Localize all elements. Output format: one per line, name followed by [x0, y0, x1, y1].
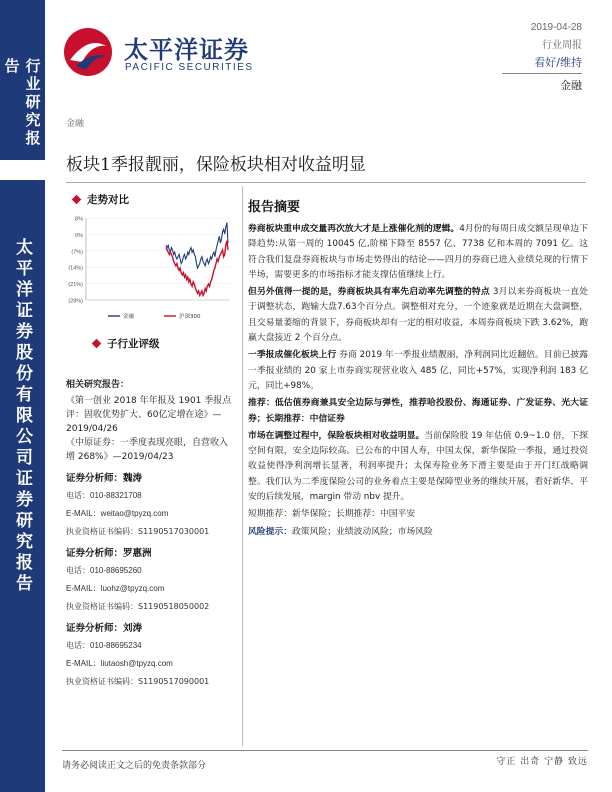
risk-label: 风险提示： [248, 526, 292, 537]
diamond-bullet-icon [92, 339, 102, 349]
meta-divider [502, 73, 582, 74]
abstract-paragraph [248, 285, 588, 346]
abstract-recommendation: 推荐：低估值券商兼具安全边际与弹性，推荐哈投股份、海通证券、广发证券、光大证券；长期推荐：中信证券 [248, 398, 588, 424]
abstract-paragraph [248, 507, 588, 522]
logo-english-name: PACIFIC SECURITIES [125, 62, 254, 73]
chart-y-tick-label: (21%) [68, 282, 83, 289]
abstract-emphasis: 市场在调整过程中，保险板块相对收益明显。 [248, 430, 425, 441]
chart-y-tick-label: (14%) [68, 265, 83, 272]
company-logo [62, 26, 262, 80]
logo-emblem-icon [62, 26, 114, 78]
chart-y-tick-label: 8% [75, 216, 83, 223]
abstract-text: 券商 2019 年一季报业绩靓丽，净利润同比近翻倍。目前已披露一季报业绩的 20 家上市券商实现营业收入 485 亿，同比+57%，实现净利润 183 亿元，同比+98%。 [248, 350, 588, 391]
abstract-body [248, 222, 588, 542]
abstract-emphasis: 券商板块重申成交量再次放大才是上涨催化剂的逻辑。 [248, 224, 460, 234]
analyst-email[interactable]: E-MAIL：liutaosh@tpyzq.com [66, 659, 173, 668]
sub-rating-heading [92, 336, 160, 351]
analyst-email[interactable]: E-MAIL：weitao@tpyzq.com [66, 509, 169, 518]
sidebar-company-block [0, 180, 45, 792]
chart-y-tick-label: 0% [75, 232, 83, 239]
analyst-name: 证券分析师：魏涛 [66, 473, 143, 484]
analyst-card [66, 620, 241, 687]
abstract-text: 短期推荐：新华保险；长期推荐：中国平安 [248, 509, 416, 520]
analyst-phone: 电话：010-88695260 [66, 566, 142, 575]
sidebar-category-block [0, 0, 45, 160]
trend-chart [62, 208, 238, 330]
analyst-phone: 电话：010-88321708 [66, 491, 142, 500]
report-date: 2019-04-28 [530, 22, 582, 33]
analyst-card [66, 545, 241, 612]
sidebar-company-text: 太平洋证券股份有限公司证券研究报告 [12, 238, 32, 595]
left-sidebar [0, 0, 45, 792]
analyst-name: 证券分析师：刘涛 [66, 623, 143, 634]
analyst-card [66, 470, 241, 537]
report-sector: 金融 [560, 79, 582, 92]
analyst-name: 证券分析师：罗惠洲 [66, 548, 152, 559]
industry-rating: 看好/维持 [534, 56, 582, 69]
analyst-list [66, 470, 241, 695]
footer-divider [62, 750, 588, 751]
chart-legend-label: 沪深300 [179, 314, 201, 320]
related-reports [66, 378, 236, 464]
analyst-cert: 执业资格证书编码：S1190518050002 [66, 602, 210, 611]
sector-label: 金融 [66, 119, 85, 129]
sidebar-category-text: 行业研究报告 [2, 58, 42, 148]
related-report-item[interactable]: 《第一创业 2018 年年报及 1901 季报点评：固收优势扩大、60亿定增在途》—2019/04/26 [66, 396, 232, 434]
abstract-emphasis: 但另外值得一提的是，券商板块具有率先启动率先调整的特点 [248, 287, 490, 298]
risk-text: 政策风险；业绩波动风险；市场风险 [292, 526, 433, 537]
abstract-text: 当前保险股 19 年估值 0.9~1.0 倍，下探空间有限，安全边际较高。已公布的中国人寿，中国太保，新华保险一季报，通过投资收益使得净利润增长显著，利润率提升；太保寿险业务下滑主要是由于开门红战略调整。我们认为二季度保险公司的业务着点主要是保障型业务的继续开展，看好新华、平安的后续发展，margin 带动 nbv 提升。 [248, 430, 588, 503]
logo-chinese-name: 太平洋证券 [124, 36, 249, 64]
diamond-bullet-icon [72, 195, 82, 205]
footer-disclaimer: 请务必阅读正文之后的免责条款部分 [62, 761, 207, 771]
analyst-email[interactable]: E-MAIL：luohz@tpyzq.com [66, 584, 165, 593]
chart-y-tick-label: (28%) [68, 298, 83, 305]
related-report-item[interactable]: 《中原证券：一季度表现亮眼，自营收入增 268%》—2019/04/23 [66, 438, 229, 462]
related-reports-heading: 相关研究报告： [66, 380, 130, 390]
abstract-heading: 报告摘要 [248, 200, 301, 215]
analyst-phone: 电话：010-88695234 [66, 641, 142, 650]
column-divider [242, 186, 243, 746]
chart-legend-label: 金融 [123, 314, 135, 320]
trend-heading [72, 192, 129, 207]
report-type: 行业周报 [542, 40, 582, 51]
abstract-paragraph [248, 222, 588, 283]
abstract-paragraph [248, 396, 588, 427]
abstract-paragraph [248, 348, 588, 394]
abstract-text: 3月以来券商板块一直处于调整状态，跑输大盘7.63个百分点。调整相对充分，一个迹象就是近期在大盘调整，且交易量萎缩的背景下，券商板块却有一定的相对收益，本周券商板块下跌 3.62%，跑赢大盘接近 2 个百分点。 [248, 287, 588, 344]
analyst-cert: 执业资格证书编码：S1190517090001 [66, 677, 210, 686]
title-divider [66, 182, 586, 183]
trend-heading-text: 走势对比 [87, 194, 129, 206]
analyst-cert: 执业资格证书编码：S1190517030001 [66, 527, 210, 536]
abstract-emphasis: 一季报成催化板块上行 [248, 350, 337, 361]
report-title: 板块1季报靓丽，保险板块相对收益明显 [66, 155, 366, 175]
abstract-text: 4月份的每周日成交额呈现单边下降趋势:从第一周的 10045 亿,阶梯下降至 8557 亿、7738 亿和本周的 7091 亿。这符合我们复盘券商板块与市场走势得出的结论——四月的券商已进入业绩兑现的行情下半场，需要更多的市场指标才能支撑估值继续上行。 [248, 224, 588, 280]
footer-motto: 守正 出奇 宁静 致远 [496, 757, 588, 767]
abstract-paragraph [248, 429, 588, 505]
sub-rating-heading-text: 子行业评级 [107, 338, 160, 350]
report-meta [502, 22, 582, 93]
chart-y-tick-label: (7%) [71, 249, 83, 256]
abstract-paragraph [248, 525, 588, 540]
